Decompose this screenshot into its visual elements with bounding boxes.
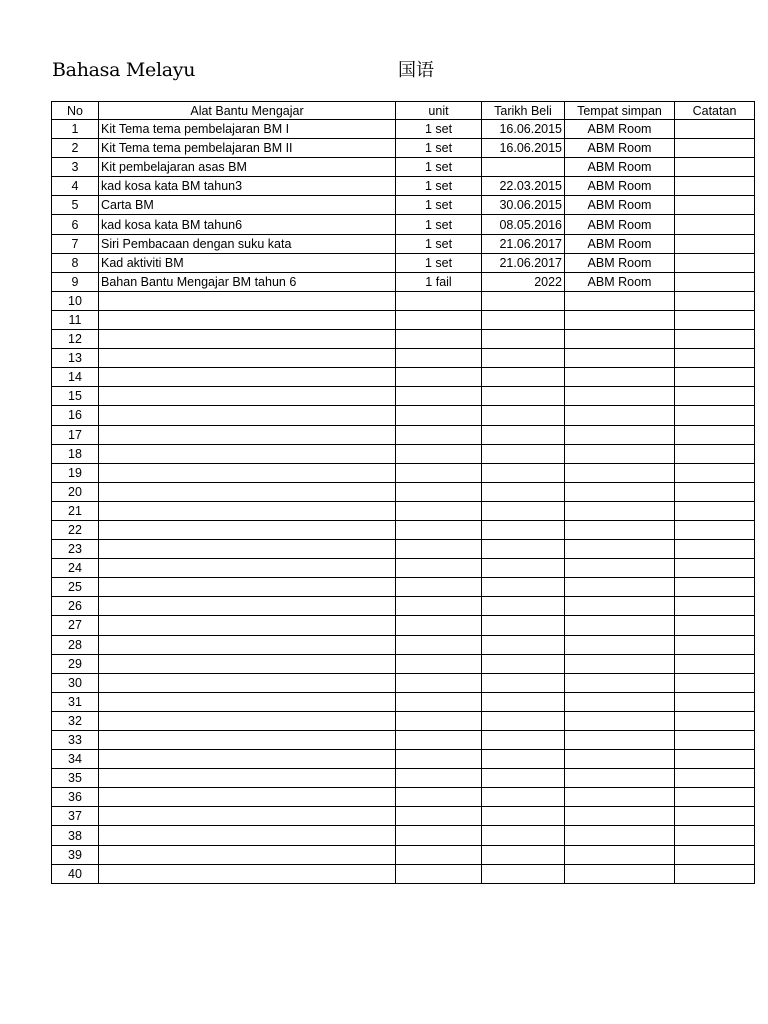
cell-note (675, 425, 755, 444)
cell-unit (396, 807, 482, 826)
table-row (52, 291, 755, 310)
table-row (52, 578, 755, 597)
cell-item (99, 520, 396, 539)
table-row (52, 692, 755, 711)
cell-place (565, 864, 675, 883)
cell-no: 32 (52, 711, 99, 730)
table-row (52, 845, 755, 864)
cell-place (565, 444, 675, 463)
cell-unit (396, 616, 482, 635)
cell-place (565, 731, 675, 750)
table-row (52, 807, 755, 826)
cell-unit (396, 482, 482, 501)
cell-item (99, 291, 396, 310)
table-row (52, 654, 755, 673)
cell-item (99, 826, 396, 845)
cell-item (99, 387, 396, 406)
cell-place: ABM Room (565, 120, 675, 139)
table-row (52, 139, 755, 158)
cell-unit (396, 368, 482, 387)
table-row (52, 673, 755, 692)
cell-unit (396, 310, 482, 329)
cell-unit: 1 set (396, 120, 482, 139)
cell-note (675, 291, 755, 310)
cell-unit: 1 set (396, 215, 482, 234)
cell-no: 24 (52, 559, 99, 578)
cell-place (565, 540, 675, 559)
cell-place (565, 769, 675, 788)
cell-no: 29 (52, 654, 99, 673)
table-row (52, 120, 755, 139)
cell-place (565, 635, 675, 654)
cell-item (99, 559, 396, 578)
cell-note (675, 788, 755, 807)
cell-unit: 1 set (396, 253, 482, 272)
cell-no: 30 (52, 673, 99, 692)
cell-item (99, 711, 396, 730)
cell-note (675, 444, 755, 463)
cell-unit: 1 set (396, 139, 482, 158)
cell-date (482, 387, 565, 406)
cell-item (99, 750, 396, 769)
cell-place (565, 559, 675, 578)
cell-no: 8 (52, 253, 99, 272)
table-row (52, 597, 755, 616)
cell-date (482, 711, 565, 730)
cell-item (99, 635, 396, 654)
cell-no: 3 (52, 158, 99, 177)
cell-unit: 1 fail (396, 272, 482, 291)
column-header-item: Alat Bantu Mengajar (99, 102, 396, 120)
cell-no: 40 (52, 864, 99, 883)
column-header-note: Catatan (675, 102, 755, 120)
cell-date (482, 444, 565, 463)
table-row (52, 234, 755, 253)
cell-date (482, 559, 565, 578)
cell-item (99, 425, 396, 444)
cell-item (99, 578, 396, 597)
inventory-table (51, 101, 755, 884)
cell-no: 38 (52, 826, 99, 845)
cell-place (565, 520, 675, 539)
cell-note (675, 234, 755, 253)
table-row (52, 158, 755, 177)
table-row (52, 616, 755, 635)
cell-note (675, 272, 755, 291)
cell-date (482, 425, 565, 444)
table-row (52, 253, 755, 272)
cell-note (675, 349, 755, 368)
table-row (52, 788, 755, 807)
table-row (52, 769, 755, 788)
cell-date (482, 864, 565, 883)
table-row (52, 750, 755, 769)
cell-date (482, 845, 565, 864)
cell-unit: 1 set (396, 234, 482, 253)
cell-no: 28 (52, 635, 99, 654)
cell-item (99, 540, 396, 559)
cell-note (675, 330, 755, 349)
cell-no: 20 (52, 482, 99, 501)
cell-unit (396, 406, 482, 425)
cell-date: 30.06.2015 (482, 196, 565, 215)
cell-unit (396, 540, 482, 559)
column-header-place: Tempat simpan (565, 102, 675, 120)
page-title-chinese: 国语 (398, 60, 434, 81)
cell-place: ABM Room (565, 177, 675, 196)
cell-unit (396, 463, 482, 482)
cell-date (482, 616, 565, 635)
cell-date (482, 769, 565, 788)
cell-note (675, 635, 755, 654)
cell-item: Kit Tema tema pembelajaran BM II (99, 139, 396, 158)
cell-date (482, 406, 565, 425)
cell-place (565, 692, 675, 711)
cell-note (675, 845, 755, 864)
cell-place: ABM Room (565, 215, 675, 234)
cell-place (565, 616, 675, 635)
cell-unit (396, 520, 482, 539)
cell-no: 10 (52, 291, 99, 310)
cell-place (565, 750, 675, 769)
cell-no: 37 (52, 807, 99, 826)
cell-item (99, 310, 396, 329)
cell-unit (396, 692, 482, 711)
cell-place (565, 501, 675, 520)
cell-no: 33 (52, 731, 99, 750)
cell-unit: 1 set (396, 177, 482, 196)
cell-place (565, 845, 675, 864)
cell-place (565, 463, 675, 482)
cell-date (482, 368, 565, 387)
cell-unit (396, 597, 482, 616)
table-row (52, 177, 755, 196)
cell-no: 12 (52, 330, 99, 349)
table-row (52, 482, 755, 501)
cell-unit (396, 731, 482, 750)
table-row (52, 520, 755, 539)
cell-place: ABM Room (565, 234, 675, 253)
cell-place (565, 826, 675, 845)
table-row (52, 559, 755, 578)
cell-date (482, 482, 565, 501)
cell-note (675, 864, 755, 883)
table-row (52, 215, 755, 234)
table-header-row (52, 102, 755, 120)
cell-place (565, 673, 675, 692)
cell-note (675, 368, 755, 387)
cell-note (675, 463, 755, 482)
cell-no: 27 (52, 616, 99, 635)
table-row (52, 310, 755, 329)
table-row (52, 635, 755, 654)
cell-unit (396, 750, 482, 769)
cell-place (565, 368, 675, 387)
cell-note (675, 196, 755, 215)
cell-item (99, 692, 396, 711)
cell-note (675, 597, 755, 616)
table-row (52, 463, 755, 482)
table-row (52, 387, 755, 406)
table-body (52, 120, 755, 884)
cell-item (99, 673, 396, 692)
cell-no: 6 (52, 215, 99, 234)
table-row (52, 406, 755, 425)
table-row (52, 272, 755, 291)
cell-no: 14 (52, 368, 99, 387)
cell-date (482, 826, 565, 845)
cell-note (675, 540, 755, 559)
cell-item (99, 845, 396, 864)
table-row (52, 349, 755, 368)
cell-date (482, 501, 565, 520)
cell-date: 22.03.2015 (482, 177, 565, 196)
cell-unit (396, 387, 482, 406)
cell-note (675, 826, 755, 845)
cell-date (482, 692, 565, 711)
cell-item (99, 482, 396, 501)
cell-note (675, 139, 755, 158)
cell-note (675, 711, 755, 730)
table-row (52, 731, 755, 750)
cell-unit (396, 826, 482, 845)
cell-note (675, 120, 755, 139)
cell-note (675, 807, 755, 826)
cell-date: 2022 (482, 272, 565, 291)
cell-date (482, 310, 565, 329)
cell-place (565, 654, 675, 673)
cell-note (675, 177, 755, 196)
cell-item (99, 444, 396, 463)
cell-date (482, 578, 565, 597)
cell-item (99, 330, 396, 349)
cell-date: 08.05.2016 (482, 215, 565, 234)
cell-no: 9 (52, 272, 99, 291)
table-row (52, 330, 755, 349)
cell-note (675, 482, 755, 501)
column-header-no: No (52, 102, 99, 120)
cell-no: 5 (52, 196, 99, 215)
cell-date: 21.06.2017 (482, 253, 565, 272)
cell-unit (396, 673, 482, 692)
cell-note (675, 769, 755, 788)
cell-date (482, 158, 565, 177)
cell-place: ABM Room (565, 196, 675, 215)
cell-place (565, 330, 675, 349)
cell-date (482, 731, 565, 750)
cell-note (675, 310, 755, 329)
cell-place: ABM Room (565, 139, 675, 158)
cell-item (99, 501, 396, 520)
cell-place (565, 807, 675, 826)
cell-date (482, 673, 565, 692)
cell-no: 18 (52, 444, 99, 463)
cell-place (565, 349, 675, 368)
cell-no: 2 (52, 139, 99, 158)
cell-place (565, 310, 675, 329)
cell-item (99, 406, 396, 425)
cell-item: Kit pembelajaran asas BM (99, 158, 396, 177)
cell-place (565, 482, 675, 501)
cell-no: 4 (52, 177, 99, 196)
cell-unit (396, 559, 482, 578)
cell-item (99, 864, 396, 883)
table-row (52, 864, 755, 883)
cell-item (99, 807, 396, 826)
cell-place (565, 711, 675, 730)
cell-unit (396, 788, 482, 807)
cell-item (99, 731, 396, 750)
cell-no: 26 (52, 597, 99, 616)
cell-no: 7 (52, 234, 99, 253)
cell-date (482, 654, 565, 673)
table-row (52, 501, 755, 520)
cell-item: Siri Pembacaan dengan suku kata (99, 234, 396, 253)
cell-item (99, 597, 396, 616)
table-row (52, 711, 755, 730)
cell-no: 35 (52, 769, 99, 788)
cell-no: 25 (52, 578, 99, 597)
cell-no: 36 (52, 788, 99, 807)
cell-item (99, 463, 396, 482)
cell-date: 16.06.2015 (482, 139, 565, 158)
cell-note (675, 501, 755, 520)
cell-note (675, 559, 755, 578)
cell-no: 39 (52, 845, 99, 864)
cell-unit (396, 444, 482, 463)
cell-item: kad kosa kata BM tahun6 (99, 215, 396, 234)
cell-date (482, 750, 565, 769)
cell-place: ABM Room (565, 272, 675, 291)
page-title: Bahasa Melayu (52, 59, 196, 81)
cell-date (482, 807, 565, 826)
cell-place (565, 425, 675, 444)
cell-unit (396, 330, 482, 349)
cell-date (482, 291, 565, 310)
cell-item: Carta BM (99, 196, 396, 215)
table-row (52, 540, 755, 559)
cell-date (482, 597, 565, 616)
cell-item: Kit Tema tema pembelajaran BM I (99, 120, 396, 139)
cell-unit (396, 501, 482, 520)
cell-no: 13 (52, 349, 99, 368)
cell-note (675, 731, 755, 750)
cell-place: ABM Room (565, 253, 675, 272)
cell-no: 1 (52, 120, 99, 139)
cell-note (675, 673, 755, 692)
cell-note (675, 750, 755, 769)
cell-unit (396, 635, 482, 654)
table-row (52, 444, 755, 463)
cell-unit (396, 654, 482, 673)
cell-note (675, 616, 755, 635)
cell-date (482, 520, 565, 539)
cell-no: 31 (52, 692, 99, 711)
cell-item (99, 788, 396, 807)
cell-no: 16 (52, 406, 99, 425)
cell-place (565, 291, 675, 310)
column-header-date: Tarikh Beli (482, 102, 565, 120)
table-row (52, 425, 755, 444)
cell-no: 11 (52, 310, 99, 329)
cell-note (675, 253, 755, 272)
cell-note (675, 692, 755, 711)
cell-item (99, 654, 396, 673)
cell-no: 19 (52, 463, 99, 482)
table-row (52, 196, 755, 215)
cell-date (482, 349, 565, 368)
cell-place (565, 406, 675, 425)
cell-note (675, 578, 755, 597)
cell-place (565, 597, 675, 616)
cell-date (482, 330, 565, 349)
cell-item: Kad aktiviti BM (99, 253, 396, 272)
table-row (52, 826, 755, 845)
cell-date (482, 788, 565, 807)
cell-item (99, 769, 396, 788)
cell-unit (396, 845, 482, 864)
table-row (52, 368, 755, 387)
cell-date: 21.06.2017 (482, 234, 565, 253)
cell-place (565, 578, 675, 597)
cell-date (482, 463, 565, 482)
cell-unit (396, 864, 482, 883)
cell-note (675, 654, 755, 673)
cell-date: 16.06.2015 (482, 120, 565, 139)
cell-no: 23 (52, 540, 99, 559)
cell-unit (396, 425, 482, 444)
cell-no: 15 (52, 387, 99, 406)
cell-unit (396, 578, 482, 597)
cell-no: 34 (52, 750, 99, 769)
cell-item: kad kosa kata BM tahun3 (99, 177, 396, 196)
cell-place (565, 788, 675, 807)
cell-item (99, 616, 396, 635)
cell-item: Bahan Bantu Mengajar BM tahun 6 (99, 272, 396, 291)
cell-no: 21 (52, 501, 99, 520)
cell-place (565, 387, 675, 406)
cell-item (99, 349, 396, 368)
cell-unit: 1 set (396, 196, 482, 215)
cell-unit (396, 349, 482, 368)
cell-note (675, 387, 755, 406)
cell-unit (396, 711, 482, 730)
cell-date (482, 540, 565, 559)
cell-place: ABM Room (565, 158, 675, 177)
cell-no: 22 (52, 520, 99, 539)
cell-date (482, 635, 565, 654)
cell-unit (396, 291, 482, 310)
cell-note (675, 158, 755, 177)
cell-note (675, 215, 755, 234)
cell-item (99, 368, 396, 387)
cell-no: 17 (52, 425, 99, 444)
cell-unit: 1 set (396, 158, 482, 177)
cell-note (675, 520, 755, 539)
cell-unit (396, 769, 482, 788)
column-header-unit: unit (396, 102, 482, 120)
cell-note (675, 406, 755, 425)
